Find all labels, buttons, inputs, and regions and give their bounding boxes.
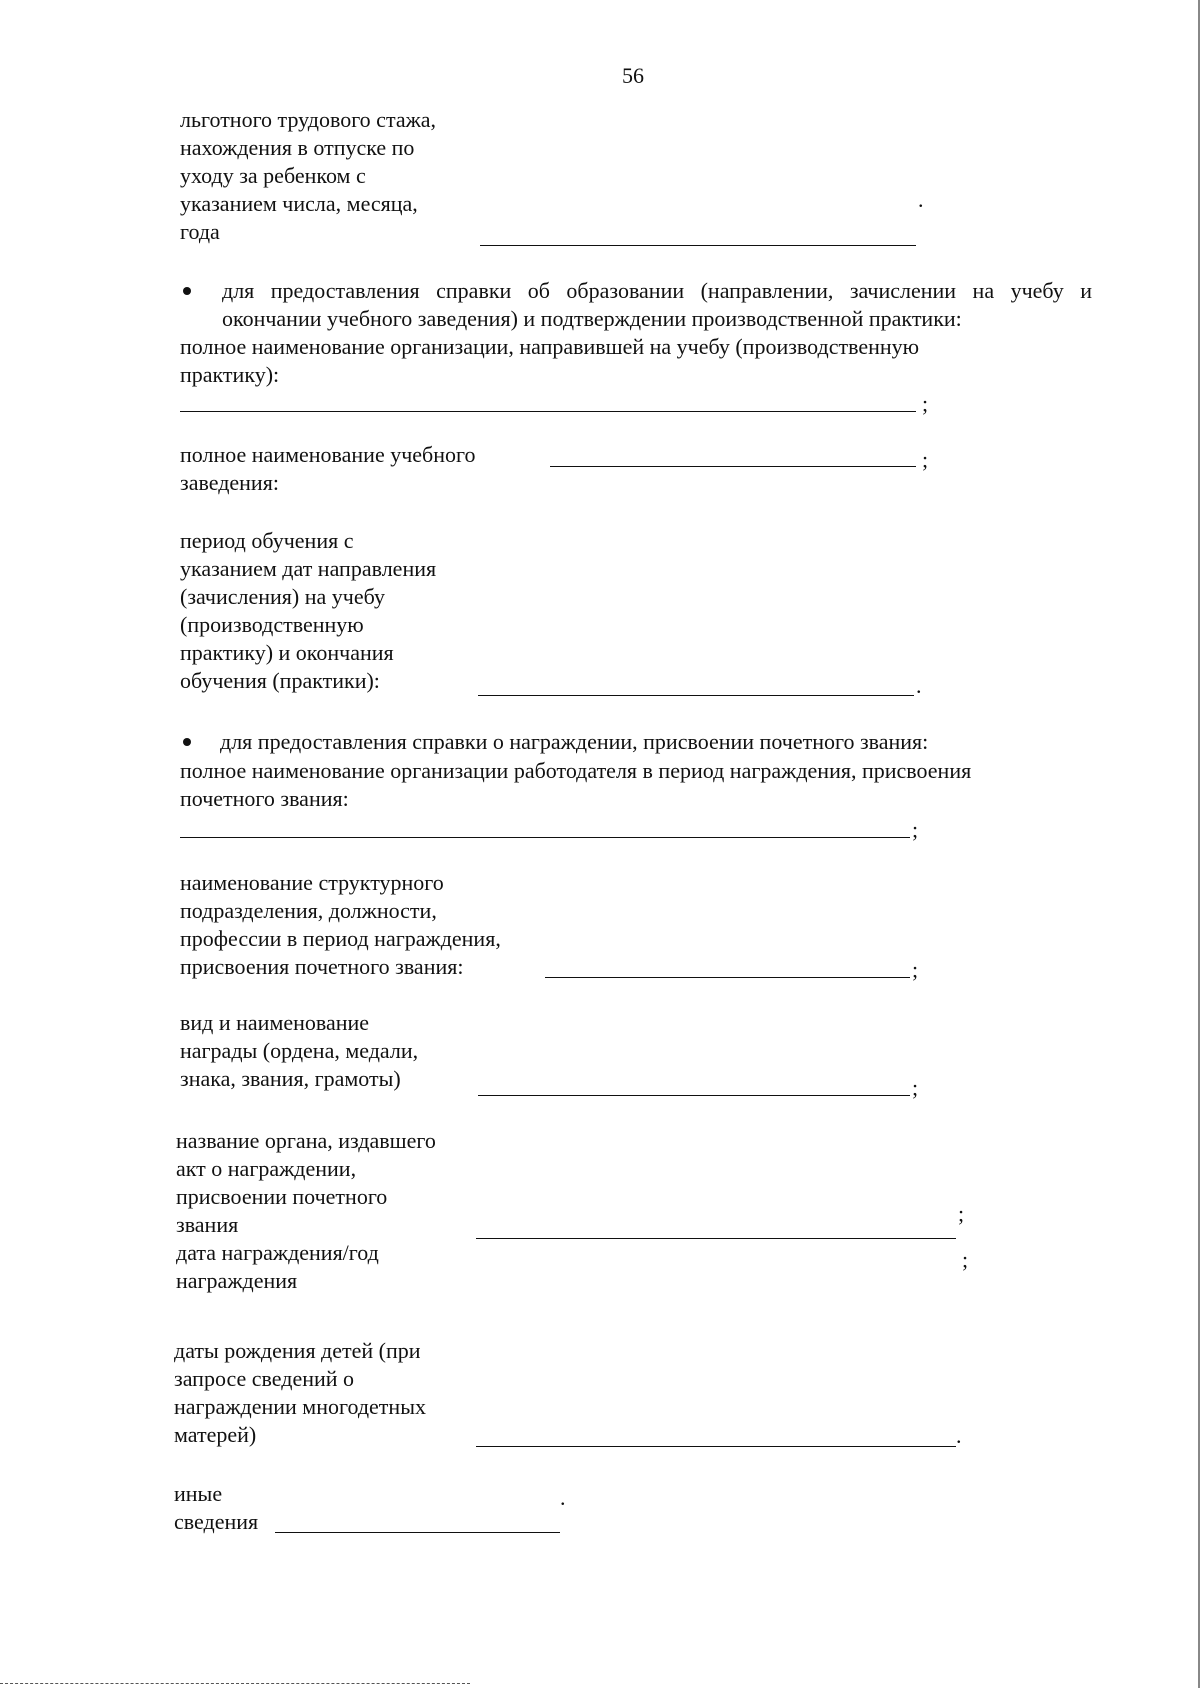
study-period-end-mark: .	[916, 673, 922, 698]
award-position-label: наименование структурного подразделения, должности, профессии в период награждения, присвоения почетного звания:	[180, 870, 501, 979]
school-name-end-mark: ;	[922, 447, 929, 472]
award-type-label: вид и наименование награды (ордена, медали, знака, звания, грамоты)	[180, 1010, 419, 1091]
scan-bottom-line	[0, 1683, 470, 1684]
study-period-field[interactable]	[478, 695, 914, 696]
award-authority-end-mark: ;	[958, 1201, 965, 1226]
school-name-field[interactable]	[550, 466, 916, 467]
leave-period-end-mark: .	[918, 187, 924, 212]
other-info-label: иные сведения	[174, 1481, 259, 1534]
award-authority-field[interactable]	[476, 1238, 956, 1239]
children-birthdates-field[interactable]	[476, 1446, 956, 1447]
education-org-field[interactable]	[180, 411, 916, 412]
education-org-end-mark: ;	[922, 391, 929, 416]
leave-period-label: льготного трудового стажа, нахождения в отпуске по уходу за ребенком с указанием числа, месяца, года	[180, 107, 437, 244]
other-info-field[interactable]	[275, 1532, 560, 1533]
award-org-end-mark: ;	[912, 817, 919, 842]
education-bullet-text: для предоставления справки об образовании (направлении, зачислении на учебу и окончании учебного заведения) и подтверждении производственной практики:	[222, 278, 1092, 331]
education-bullet-icon	[183, 287, 191, 295]
award-authority-label: название органа, издавшего акт о награждении, присвоении почетного звания	[176, 1128, 436, 1237]
award-bullet-text: для предоставления справки о награждении, присвоении почетного звания:	[220, 729, 929, 754]
award-org-label: полное наименование организации работодателя в период награждения, присвоения почетного звания:	[180, 758, 972, 811]
award-position-end-mark: ;	[912, 957, 919, 982]
award-type-field[interactable]	[478, 1095, 910, 1096]
award-type-end-mark: ;	[912, 1075, 919, 1100]
leave-period-field[interactable]	[480, 245, 916, 246]
award-bullet-icon	[183, 738, 191, 746]
education-org-label: полное наименование организации, направившей на учебу (производственную практику):	[180, 334, 920, 387]
award-position-field[interactable]	[545, 977, 910, 978]
award-date-label: дата награждения/год награждения	[176, 1240, 379, 1293]
study-period-label: период обучения с указанием дат направления (зачисления) на учебу (производственную практику) и окончания обучения (практики):	[180, 528, 437, 693]
page-number: 56	[622, 63, 644, 88]
children-birthdates-end-mark: .	[956, 1423, 962, 1448]
award-org-field[interactable]	[180, 837, 910, 838]
award-date-end-mark: ;	[962, 1247, 969, 1272]
school-name-label: полное наименование учебного заведения:	[180, 442, 476, 495]
other-info-end-mark: .	[560, 1485, 566, 1510]
children-birthdates-label: даты рождения детей (при запросе сведений о награждении многодетных матерей)	[174, 1338, 426, 1447]
